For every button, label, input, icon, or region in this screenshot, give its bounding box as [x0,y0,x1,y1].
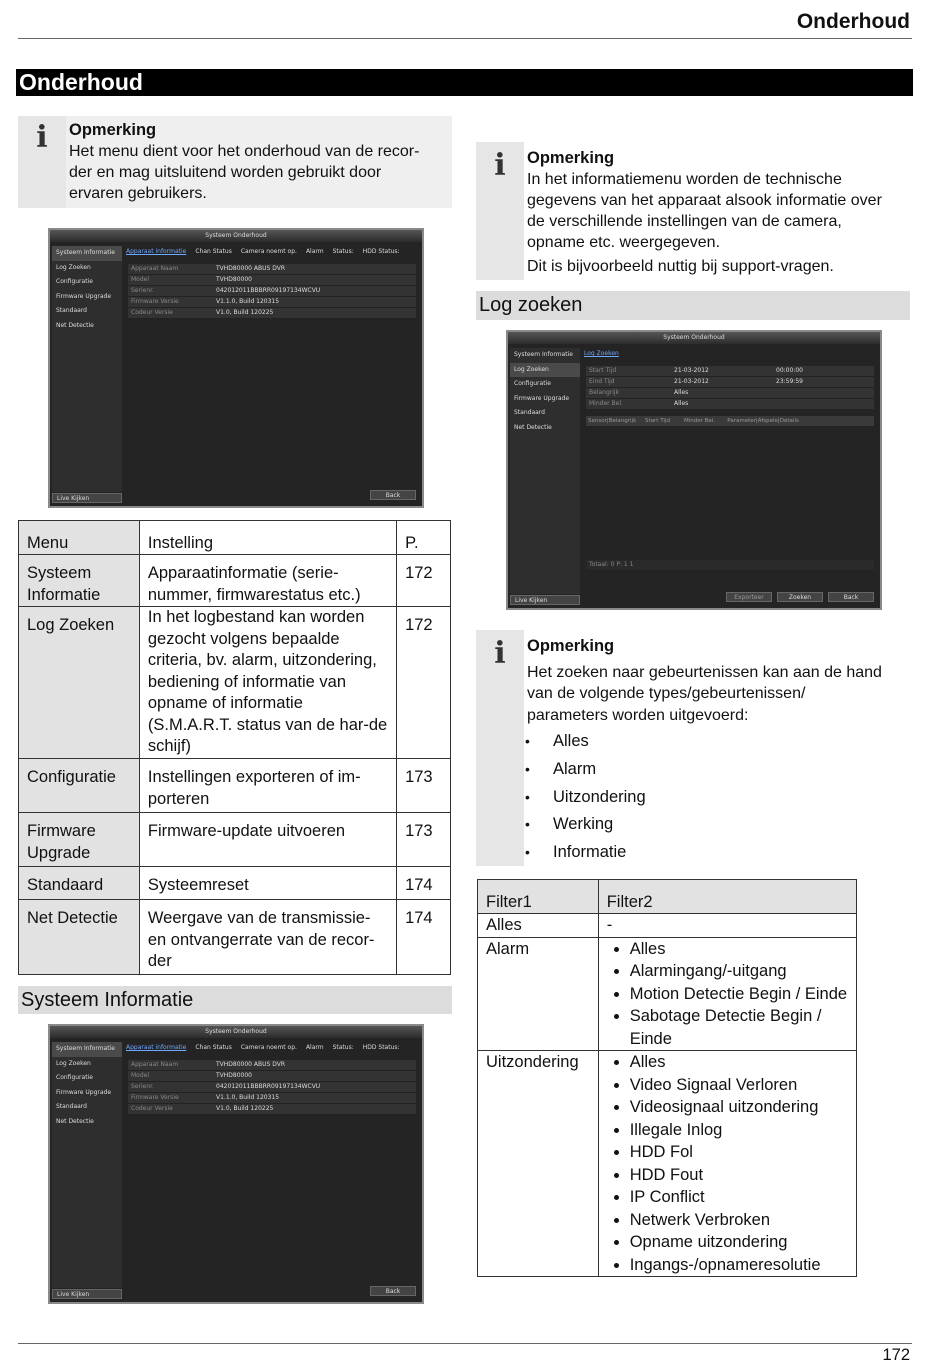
note-line: ervaren gebruikers. [69,185,207,202]
list-item: • Alles [525,728,906,756]
screenshot-sidebar [52,246,122,492]
note-line: der en mag uitsluitend worden gebruikt door [69,164,382,181]
sidebar-item-net: Net Detectie [56,321,94,329]
sidebar-item-firmware: Firmware Upgrade [56,292,112,300]
list-item: • Ingangs-/opnameresolutie [630,1254,848,1277]
list-item: • Netwerk Verbroken [630,1209,848,1232]
table-cell: Net Detectie [19,900,140,975]
sidebar-item-system-info: Systeem Informatie [52,1042,122,1057]
list-item: • Informatie [525,839,906,867]
note-line: opname etc. weergegeven. [527,234,721,251]
sidebar-item-config: Configuratie [514,380,551,387]
note-line: In het informatiemenu worden de technische [527,171,842,188]
info-row: Firmware Versie V1.1.0, Build 120315 [128,297,416,308]
info-row: Codeur Versie V1.0, Build 120225 [128,308,416,319]
log-row: Minder Bel. Alles [586,399,874,410]
log-total: Totaal: 0 P: 1 1 [586,560,874,571]
subheading-system-info: Systeem Informatie [18,986,452,1014]
header-filter2: Filter2 [598,880,856,914]
table-cell: Firmware Upgrade [19,813,140,867]
table-cell: Log Zoeken [19,607,140,759]
note-line: Het menu dient voor het onderhoud van de recor- [69,143,420,160]
screenshot-sidebar [510,348,580,594]
list-item: • Video Signaal Verloren [630,1074,848,1097]
table-cell: Uitzondering [478,1051,599,1277]
list-item: • Opname uitzondering [630,1231,848,1254]
note-line: de verschillende instellingen van de camera, [527,213,842,230]
table-cell: Systeem Informatie [19,555,140,607]
info-icon: i [476,142,524,280]
sidebar-item-config: Configuratie [56,1074,93,1081]
back-button: Back [828,592,874,602]
note-line: parameters worden uitgevoerd: [527,706,749,724]
note-line: Dit is bijvoorbeeld nuttig bij support-vragen. [527,258,834,275]
table-cell: In het logbestand kan worden gezocht volgens bepaalde criteria, bv. alarm, uitzondering, bediening of informatie van opname of informatie (S.M.A.R.T. status van de har-de schijf) [139,607,396,759]
list-item: • Alarm [525,756,906,784]
note-title: Opmerking [527,637,615,655]
table-cell: Weergave van de transmissie-en ontvangerrate van de recor-der [139,900,396,975]
list-item: • Werking [525,811,906,839]
section-title: Onderhoud [16,69,913,96]
header-menu: Menu [19,521,140,555]
live-view-button: Live Kijken [52,1289,122,1299]
tab-chan-status: Chan Status [195,1044,232,1051]
list-item: • Illegale Inlog [630,1119,848,1142]
export-button: Exporteer [726,592,772,602]
note-box-info [476,142,910,280]
table-cell: Configuratie [19,759,140,813]
table-cell: 173 [397,813,451,867]
log-row: Start Tijd 21-03-2012 00:00:00 [586,366,874,377]
back-button: Back [370,490,416,500]
screenshot-title: Systeem Onderhoud [508,332,880,344]
sidebar-item-log: Log Zoeken [56,263,91,271]
alarm-options [598,937,856,1051]
running-header: Onderhoud [796,10,910,33]
screenshot-tabs [126,248,418,258]
sidebar-item-default: Standaard [56,1103,87,1110]
sidebar-item-default: Standaard [56,307,87,314]
back-button: Back [370,1286,416,1296]
screenshot-tabs [584,350,876,360]
note-title: Opmerking [69,121,157,139]
tab-alarm: Alarm [305,248,324,255]
table-cell: Alles [478,914,599,938]
note-line: gegevens van het apparaat alsook informatie over [527,192,882,209]
sidebar-item-net: Net Detectie [56,1117,94,1125]
sidebar-item-log: Log Zoeken [56,1059,91,1067]
screenshot-system-info-top [48,228,424,508]
live-view-button: Live Kijken [510,595,580,605]
info-icon: i [476,630,524,866]
info-row: Apparaat Naam TVHD80000 ABUS DVR [128,264,416,275]
table-cell: Systeemreset [139,867,396,900]
live-view-button: Live Kijken [52,493,122,503]
sidebar-item-firmware: Firmware Upgrade [514,394,570,402]
screenshot-tabs [126,1044,418,1054]
info-row: Apparaat Naam TVHD80000 ABUS DVR [128,1060,416,1071]
sidebar-item-net: Net Detectie [514,423,552,431]
filter-table [477,879,857,1277]
info-row: Model TVHD80000 [128,275,416,286]
list-item: • HDD Fout [630,1164,848,1187]
screenshot-system-info-bottom [48,1024,424,1304]
log-row: Belangrijk Alles [586,388,874,399]
sidebar-item-firmware: Firmware Upgrade [56,1088,112,1096]
sidebar-item-system-info: Systeem Informatie [514,351,573,358]
exception-options [598,1051,856,1277]
info-row: Serienr. 042012011BBBRR09197134WCVU [128,1082,416,1093]
note-title: Opmerking [527,149,615,167]
tab-status: Status: [332,1044,354,1051]
table-cell: 173 [397,759,451,813]
tab-hdd: HDD Status: [362,248,400,255]
list-item: • Motion Detectie Begin / Einde [630,983,848,1006]
tab-camera: Camera noemt op. [240,1044,297,1051]
tab-camera: Camera noemt op. [240,248,297,255]
info-row: Firmware Versie V1.1.0, Build 120315 [128,1093,416,1104]
info-row: Serienr. 042012011BBBRR09197134WCVU [128,286,416,297]
table-cell: Standaard [19,867,140,900]
screenshot-title: Systeem Onderhoud [50,230,422,242]
tab-log-search: Log Zoeken [584,350,619,357]
event-type-list [525,728,906,867]
tab-status: Status: [332,248,354,255]
log-row: Eind Tijd 21-03-2012 23:59:59 [586,377,874,388]
sidebar-item-system-info: Systeem Informatie [52,246,122,261]
tab-device-info: Apparaat informatie [126,1044,187,1051]
info-icon: i [18,116,66,208]
table-cell: Instellingen exporteren of im-porteren [139,759,396,813]
sidebar-item-config: Configuratie [56,278,93,285]
tab-hdd: HDD Status: [362,1044,400,1051]
list-item: • Uitzondering [525,784,906,812]
header-rule [18,38,912,39]
table-cell: 172 [397,607,451,759]
table-cell: Alarm [478,937,599,1051]
sidebar-item-default: Standaard [514,409,545,416]
header-setting: Instelling [139,521,396,555]
info-row: Codeur Versie V1.0, Build 120225 [128,1104,416,1115]
table-cell: 174 [397,867,451,900]
list-item: • Alarmingang/-uitgang [630,960,848,983]
menu-table [18,520,451,975]
table-cell: 174 [397,900,451,975]
note-box-menu [18,116,452,208]
header-filter1: Filter1 [478,880,599,914]
list-item: • Videosignaal uitzondering [630,1096,848,1119]
tab-chan-status: Chan Status [195,248,232,255]
screenshot-log-search [506,330,882,610]
subheading-log-search: Log zoeken [476,291,910,320]
list-item: • Alles [630,1051,848,1074]
list-item: • Alles [630,938,848,961]
list-item: • HDD Fol [630,1141,848,1164]
tab-device-info: Apparaat informatie [126,248,187,255]
search-button: Zoeken [777,592,823,602]
screenshot-sidebar [52,1042,122,1288]
screenshot-title: Systeem Onderhoud [50,1026,422,1038]
table-cell: Firmware-update uitvoeren [139,813,396,867]
table-cell: Apparaatinformatie (serie-nummer, firmwarestatus etc.) [139,555,396,607]
info-row: Model TVHD80000 [128,1071,416,1082]
tab-alarm: Alarm [305,1044,324,1051]
list-item: • IP Conflict [630,1186,848,1209]
note-line: van de volgende types/gebeurtenissen/ [527,685,806,702]
sidebar-item-log: Log Zoeken [510,363,580,378]
header-page: P. [397,521,451,555]
table-cell: - [598,914,856,938]
note-line: Het zoeken naar gebeurtenissen kan aan de hand [527,663,882,681]
footer-rule [18,1343,912,1344]
table-cell: 172 [397,555,451,607]
note-box-search [476,630,910,866]
list-item: • Sabotage Detectie Begin / Einde [630,1005,848,1050]
page-number: 172 [882,1346,910,1364]
log-columns: Sensor|Belangrijk Start Tijd Minder Bel. Parameter|Afspele|Details [586,416,874,427]
